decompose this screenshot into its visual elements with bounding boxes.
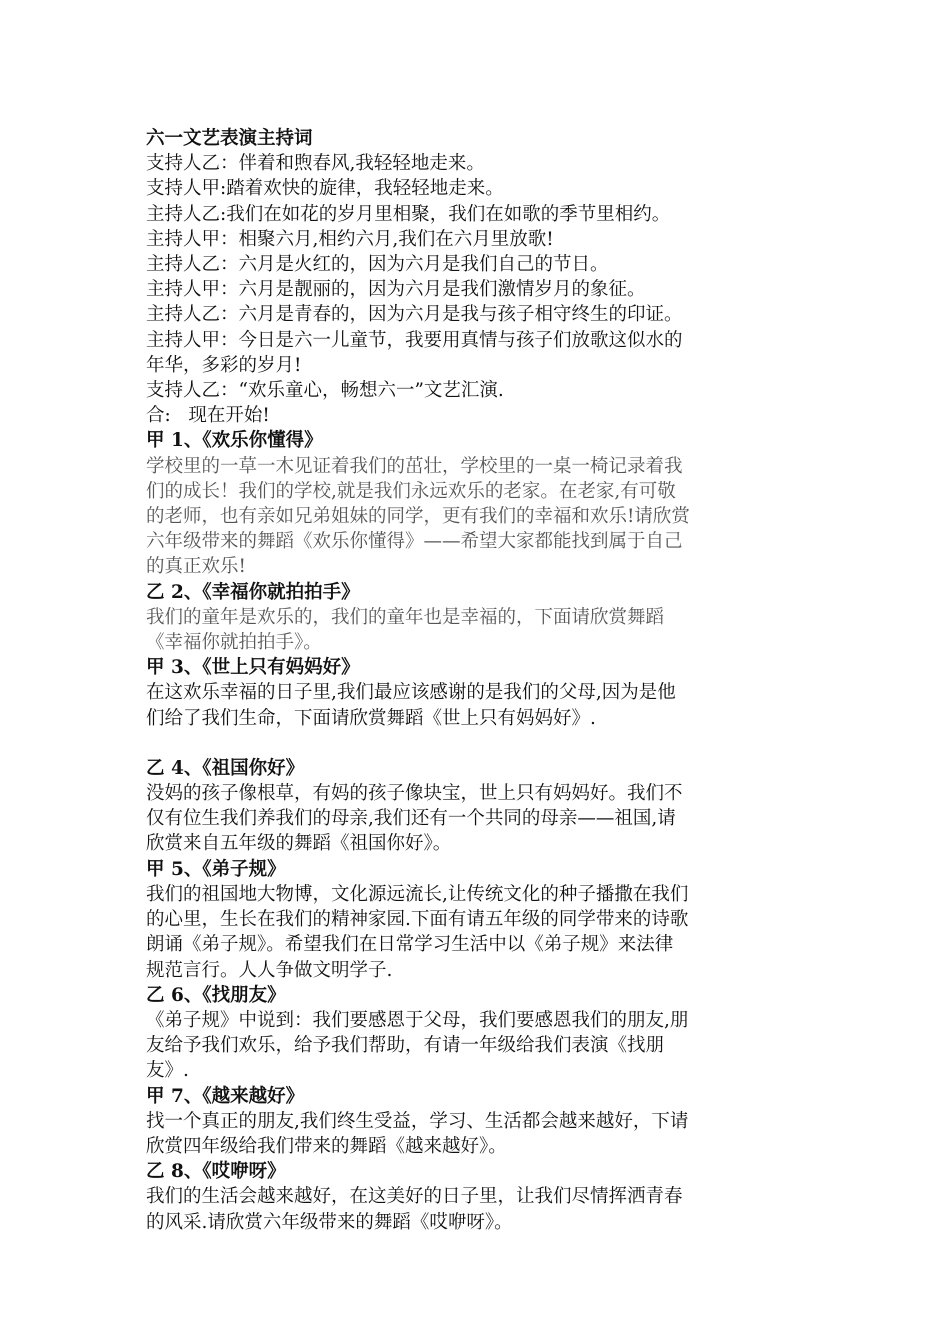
- program-intro-line: 的风采.请欣赏六年级带来的舞蹈《哎咿呀》。: [146, 1211, 513, 1233]
- program-section: [146, 756, 810, 857]
- dialogue-line: 主持人乙：六月是青春的，因为六月是我与孩子相守终生的印证。: [146, 304, 683, 326]
- program-heading: 甲 7、《越来越好》: [146, 1085, 305, 1107]
- dialogue-line: 主持人甲：今日是六一儿童节，我要用真情与孩子们放歌这似水的: [146, 329, 683, 351]
- dialogue-line: 主持人甲：相聚六月,相约六月,我们在六月里放歌!: [146, 228, 554, 250]
- program-intro-line: 仅有位生我们养我们的母亲,我们还有一个共同的母亲——祖国,请: [146, 808, 676, 830]
- program-intro-line: 《弟子规》中说到：我们要感恩于父母，我们要感恩我们的朋友,朋: [146, 1009, 689, 1031]
- dialogue-line: 支持人甲:踏着欢快的旋律，我轻轻地走来。: [146, 178, 504, 200]
- program-heading: 甲 3、《世上只有妈妈好》: [146, 657, 360, 679]
- program-intro-line: 六年级带来的舞蹈《欢乐你懂得》——希望大家都能找到属于自己: [146, 531, 683, 553]
- opening-dialogue: [146, 151, 810, 428]
- program-section: [146, 857, 810, 983]
- program-heading: 乙 4、《祖国你好》: [146, 757, 305, 779]
- dialogue-line: 支持人乙：伴着和煦春风,我轻轻地走来。: [146, 153, 485, 175]
- program-intro-line: 友给予我们欢乐，给予我们帮助，有请一年级给我们表演《找朋: [146, 1035, 665, 1057]
- program-intro-line: 我们的童年是欢乐的，我们的童年也是幸福的，下面请欣赏舞蹈: [146, 606, 665, 628]
- program-intro-line: 《幸福你就拍拍手》。: [146, 632, 322, 654]
- program-intro-line: 的老师，也有亲如兄弟姐妹的同学，更有我们的幸福和欢乐!请欣赏: [146, 506, 690, 528]
- program-heading: 乙 2、《幸福你就拍拍手》: [146, 581, 360, 603]
- program-intro-line: 我们的祖国地大物博，文化源远流长,让传统文化的种子播撒在我们: [146, 883, 689, 905]
- program-section: [146, 1084, 810, 1160]
- program-heading: 甲 1、《欢乐你懂得》: [146, 430, 323, 452]
- dialogue-line: 主持人乙:我们在如花的岁月里相聚，我们在如歌的季节里相约。: [146, 203, 671, 225]
- program-list: [146, 428, 810, 1234]
- program-intro-line: 友》.: [146, 1060, 189, 1082]
- dialogue-line: 主持人乙：六月是火红的，因为六月是我们自己的节日。: [146, 254, 609, 276]
- blank-line: [146, 731, 810, 756]
- program-heading: 乙 8、《哎咿呀》: [146, 1161, 286, 1183]
- program-heading: 乙 6、《找朋友》: [146, 984, 286, 1006]
- program-intro-line: 欣赏四年级给我们带来的舞蹈《越来越好》。: [146, 1135, 507, 1157]
- program-intro-line: 们给了我们生命，下面请欣赏舞蹈《世上只有妈妈好》.: [146, 707, 596, 729]
- program-section: [146, 1159, 810, 1235]
- dialogue-line: 合: 现在开始!: [146, 405, 270, 427]
- program-intro-line: 规范言行。人人争做文明学子.: [146, 959, 393, 981]
- document-page: [146, 126, 810, 1235]
- program-section: [146, 428, 810, 579]
- program-section: [146, 983, 810, 1084]
- program-intro-line: 朗诵《弟子规》。希望我们在日常学习生活中以《弟子规》来法律: [146, 934, 674, 956]
- program-intro-line: 找一个真正的朋友,我们终生受益，学习、生活都会越来越好，下请: [146, 1110, 689, 1132]
- program-intro-line: 没妈的孩子像根草，有妈的孩子像块宝，世上只有妈妈好。我们不: [146, 783, 683, 805]
- dialogue-line: 支持人乙：“欢乐童心，畅想六一”文艺汇演.: [146, 380, 504, 402]
- program-intro-line: 欣赏来自五年级的舞蹈《祖国你好》。: [146, 833, 452, 855]
- program-heading: 甲 5、《弟子规》: [146, 858, 286, 880]
- program-section: [146, 580, 810, 656]
- program-intro-line: 的心里，生长在我们的精神家园.下面有请五年级的同学带来的诗歌: [146, 909, 689, 931]
- program-intro-line: 的真正欢乐!: [146, 556, 246, 578]
- program-intro-line: 我们的生活会越来越好，在这美好的日子里，让我们尽情挥洒青春: [146, 1186, 683, 1208]
- program-intro-line: 在这欢乐幸福的日子里,我们最应该感谢的是我们的父母,因为是他: [146, 682, 676, 704]
- program-intro-line: 学校里的一草一木见证着我们的茁壮，学校里的一桌一椅记录着我: [146, 455, 683, 477]
- dialogue-line: 年华，多彩的岁月!: [146, 354, 302, 376]
- program-section: [146, 655, 810, 756]
- document-title: 六一文艺表演主持词: [146, 128, 313, 149]
- dialogue-line: 主持人甲：六月是靓丽的，因为六月是我们激情岁月的象征。: [146, 279, 646, 301]
- program-intro-line: 们的成长！我们的学校,就是我们永远欢乐的老家。在老家,有可敬: [146, 480, 676, 502]
